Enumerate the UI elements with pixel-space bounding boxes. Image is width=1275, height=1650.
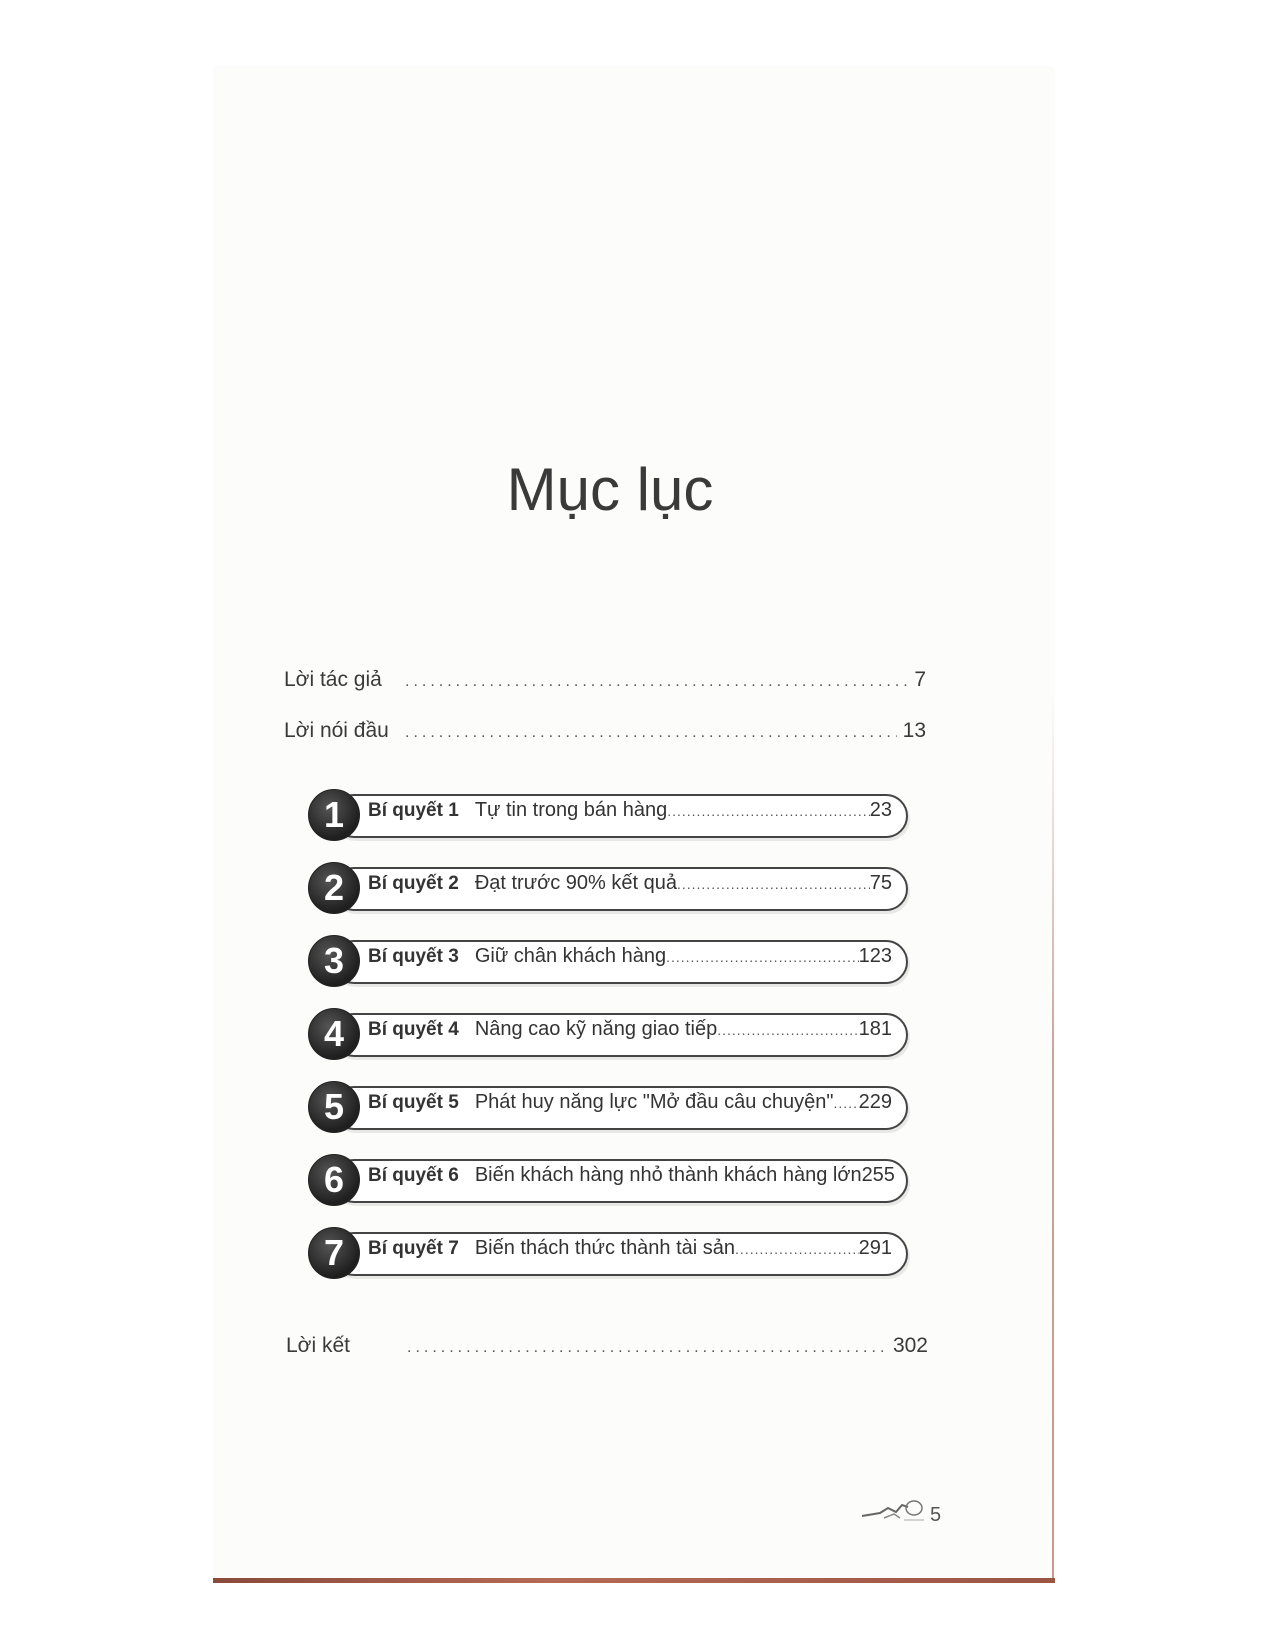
toc-leader-dots xyxy=(405,673,908,691)
toc-secret-6 xyxy=(308,1156,908,1206)
toc-entry-label: Lời tác giả xyxy=(284,668,382,691)
secret-page: 255 xyxy=(861,1164,895,1186)
secret-title: Tự tin trong bán hàng xyxy=(474,799,668,821)
secret-page: 23 xyxy=(869,799,892,821)
toc-entry-loi-noi-dau xyxy=(284,719,926,743)
toc-entry-loi-tac-gia xyxy=(284,668,926,692)
toc-entry-page: 13 xyxy=(902,719,926,742)
toc-leader-dots xyxy=(666,949,859,965)
page-title: Mục lục xyxy=(506,456,714,523)
secret-title: Nâng cao kỹ năng giao tiếp xyxy=(474,1018,718,1040)
toc-secret-2 xyxy=(308,864,908,914)
secret-page: 291 xyxy=(858,1237,892,1259)
toc-leader-dots xyxy=(834,1095,859,1111)
toc-leader-dots xyxy=(667,803,870,819)
toc-secret-4 xyxy=(308,1010,908,1060)
toc-entry-page: 7 xyxy=(914,668,926,691)
toc-entry-loi-ket xyxy=(286,1334,928,1358)
secret-number-badge: 5 xyxy=(308,1081,360,1133)
secret-number-badge: 6 xyxy=(308,1154,360,1206)
secret-label: Bí quyết 2 xyxy=(368,873,459,894)
secret-label: Bí quyết 4 xyxy=(368,1019,459,1040)
secret-label: Bí quyết 5 xyxy=(368,1092,459,1113)
secret-title: Biến khách hàng nhỏ thành khách hàng lớn xyxy=(474,1164,862,1186)
secret-label: Bí quyết 7 xyxy=(368,1238,459,1259)
toc-secret-7 xyxy=(308,1229,908,1279)
toc-entry-label: Lời kết xyxy=(286,1334,350,1357)
secret-page: 123 xyxy=(858,945,892,967)
secret-title: Biến thách thức thành tài sản xyxy=(474,1237,736,1259)
secret-page: 75 xyxy=(869,872,892,894)
secret-label: Bí quyết 1 xyxy=(368,800,459,821)
secret-page: 229 xyxy=(858,1091,892,1113)
page-number: 5 xyxy=(930,1504,942,1526)
toc-entry-label: Lời nói đầu xyxy=(284,719,389,742)
secret-title: Phát huy năng lực "Mở đầu câu chuyện" xyxy=(474,1091,834,1113)
secret-label: Bí quyết 6 xyxy=(368,1165,459,1186)
toc-leader-dots xyxy=(735,1241,859,1257)
toc-leader-dots xyxy=(405,724,897,742)
toc-secret-1 xyxy=(308,791,908,841)
secret-title: Đạt trước 90% kết quả xyxy=(474,872,677,894)
secret-number-badge: 1 xyxy=(308,789,360,841)
toc-leader-dots xyxy=(717,1022,858,1038)
secret-page: 181 xyxy=(858,1018,892,1040)
secret-number-badge: 7 xyxy=(308,1227,360,1279)
page-bottom-edge xyxy=(213,1578,1055,1583)
secret-number-badge: 2 xyxy=(308,862,360,914)
secret-title: Giữ chân khách hàng xyxy=(474,945,667,967)
toc-leader-dots xyxy=(677,876,870,892)
toc-leader-dots xyxy=(407,1339,887,1357)
secret-number-badge: 4 xyxy=(308,1008,360,1060)
secret-label: Bí quyết 3 xyxy=(368,946,459,967)
secret-number-badge: 3 xyxy=(308,935,360,987)
page-right-edge xyxy=(1052,700,1054,1580)
toc-secret-3 xyxy=(308,937,908,987)
toc-secret-5 xyxy=(308,1083,908,1133)
decorative-ornament-icon xyxy=(860,1496,926,1524)
toc-entry-page: 302 xyxy=(892,1334,928,1357)
